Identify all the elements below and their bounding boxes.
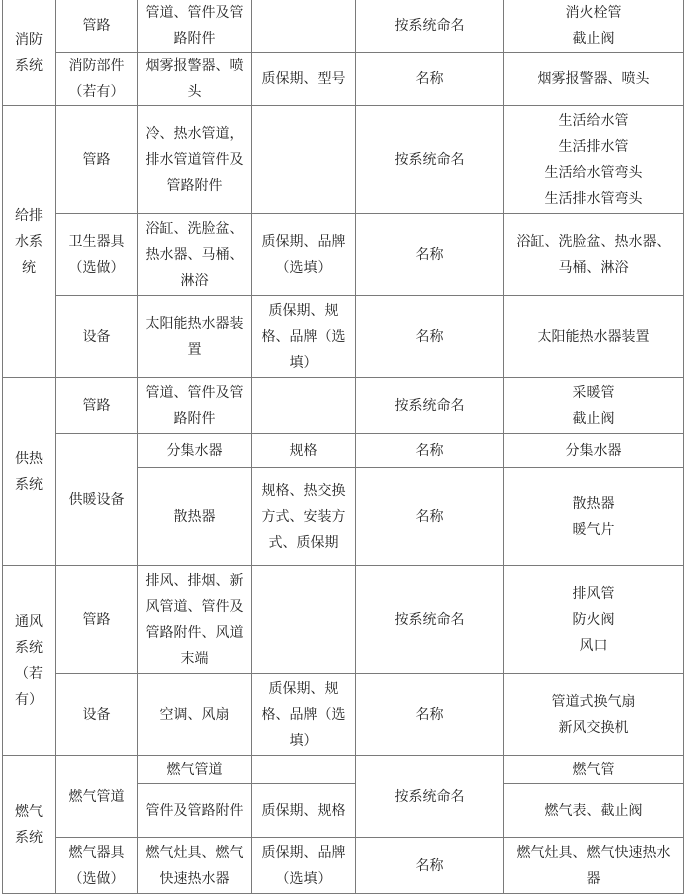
table-cell: 按系统命名 — [356, 106, 504, 214]
cell-line: 消火栓管 — [565, 5, 622, 21]
table-cell: 太阳能热水器装置 — [138, 296, 252, 378]
table-cell: 管路 — [56, 106, 138, 214]
table-cell: 散热器 — [138, 468, 252, 566]
table-cell: 空调、风扇 — [138, 674, 252, 756]
cell-line: 生活排水管 — [558, 138, 629, 155]
table-cell: 给排水系统 — [3, 106, 56, 378]
cell-line: 截止阀 — [572, 410, 615, 427]
table-cell: 名称 — [356, 468, 504, 566]
table-cell: 按系统命名 — [356, 566, 504, 674]
table-cell: 规格 — [252, 434, 356, 468]
table-cell: 浴缸、洗脸盆、热水器、马桶、淋浴 — [138, 214, 252, 296]
table-cell: 质保期、规格 — [252, 784, 356, 838]
table-cell — [504, 566, 684, 674]
table-cell: 管道、管件及管路附件 — [138, 0, 252, 53]
table-cell: 设备 — [56, 674, 138, 756]
table-row — [3, 378, 684, 434]
table-cell: 管路 — [56, 566, 138, 674]
table-cell — [504, 0, 684, 53]
cell-line: 暖气片 — [572, 521, 615, 538]
table-cell: 质保期、品牌（选填） — [252, 214, 356, 296]
cell-line: 管道式换气扇 — [551, 693, 636, 710]
table-cell: 质保期、品牌（选填） — [252, 838, 356, 894]
table-cell — [252, 756, 356, 784]
table-cell — [504, 106, 684, 214]
table-cell: 按系统命名 — [356, 756, 504, 838]
table-cell: 消防系统 — [3, 0, 56, 106]
table-row — [3, 214, 684, 296]
equipment-table — [2, 0, 684, 894]
table-cell: 名称 — [356, 838, 504, 894]
table-row — [3, 296, 684, 378]
table-cell: 管件及管路附件 — [138, 784, 252, 838]
cell-line: 风口 — [579, 637, 608, 654]
cell-line: 采暖管 — [572, 384, 615, 401]
table-cell: 名称 — [356, 53, 504, 106]
cell-line: 生活给水管弯头 — [544, 164, 643, 181]
table-cell: 燃气器具（选做） — [56, 838, 138, 894]
table-cell: 名称 — [356, 674, 504, 756]
table-cell: 燃气管 — [504, 756, 684, 784]
table-cell: 质保期、规格、品牌（选填） — [252, 674, 356, 756]
table-cell: 太阳能热水器装置 — [504, 296, 684, 378]
table-cell: 卫生器具（选做） — [56, 214, 138, 296]
table-cell — [252, 106, 356, 214]
table-cell: 按系统命名 — [356, 378, 504, 434]
cell-line: 截止阀 — [572, 31, 615, 47]
table-body — [3, 0, 684, 894]
table-cell: 排风、排烟、新风管道、管件及管路附件、风道末端 — [138, 566, 252, 674]
table-cell — [252, 378, 356, 434]
table-cell: 燃气灶具、燃气快速热水器 — [138, 838, 252, 894]
table-cell: 按系统命名 — [356, 0, 504, 53]
table-cell: 分集水器 — [504, 434, 684, 468]
table-cell: 燃气系统 — [3, 756, 56, 894]
table-cell — [252, 0, 356, 53]
table-cell: 管路 — [56, 0, 138, 53]
table-cell: 浴缸、洗脸盆、热水器、马桶、淋浴 — [504, 214, 684, 296]
table-cell: 燃气表、截止阀 — [504, 784, 684, 838]
table-cell: 分集水器 — [138, 434, 252, 468]
table-cell — [504, 674, 684, 756]
table-cell: 管道、管件及管路附件 — [138, 378, 252, 434]
cell-line: 散热器 — [572, 495, 615, 512]
cell-line: 新风交换机 — [558, 719, 629, 736]
table-row — [3, 838, 684, 894]
table-cell — [504, 378, 684, 434]
table-row — [3, 674, 684, 756]
cell-line: 生活排水管弯头 — [544, 190, 643, 207]
table-row — [3, 566, 684, 674]
table-row — [3, 106, 684, 214]
table-row — [3, 0, 684, 53]
table-cell: 供暖设备 — [56, 434, 138, 566]
table-row — [3, 756, 684, 784]
table-row — [3, 434, 684, 468]
table-cell: 燃气灶具、燃气快速热水器 — [504, 838, 684, 894]
table-row — [3, 53, 684, 106]
table-cell: 通风系统（若有） — [3, 566, 56, 756]
cell-line: 生活给水管 — [558, 112, 629, 129]
table-cell: 名称 — [356, 434, 504, 468]
cell-line: 防火阀 — [572, 611, 615, 628]
table-cell: 燃气管道 — [56, 756, 138, 838]
table-cell — [504, 468, 684, 566]
table-cell: 燃气管道 — [138, 756, 252, 784]
table-cell: 质保期、型号 — [252, 53, 356, 106]
table-cell: 名称 — [356, 214, 504, 296]
table-cell: 名称 — [356, 296, 504, 378]
table-cell: 管路 — [56, 378, 138, 434]
table-cell: 规格、热交换方式、安装方式、质保期 — [252, 468, 356, 566]
table-cell: 烟雾报警器、喷头 — [504, 53, 684, 106]
table-cell: 设备 — [56, 296, 138, 378]
table-cell: 消防部件（若有） — [56, 53, 138, 106]
table-cell: 烟雾报警器、喷头 — [138, 53, 252, 106]
table-cell: 质保期、规格、品牌（选填） — [252, 296, 356, 378]
table-cell — [252, 566, 356, 674]
table-cell: 冷、热水管道，排水管道管件及管路附件 — [138, 106, 252, 214]
cell-line: 排风管 — [572, 585, 615, 602]
table-cell: 供热系统 — [3, 378, 56, 566]
